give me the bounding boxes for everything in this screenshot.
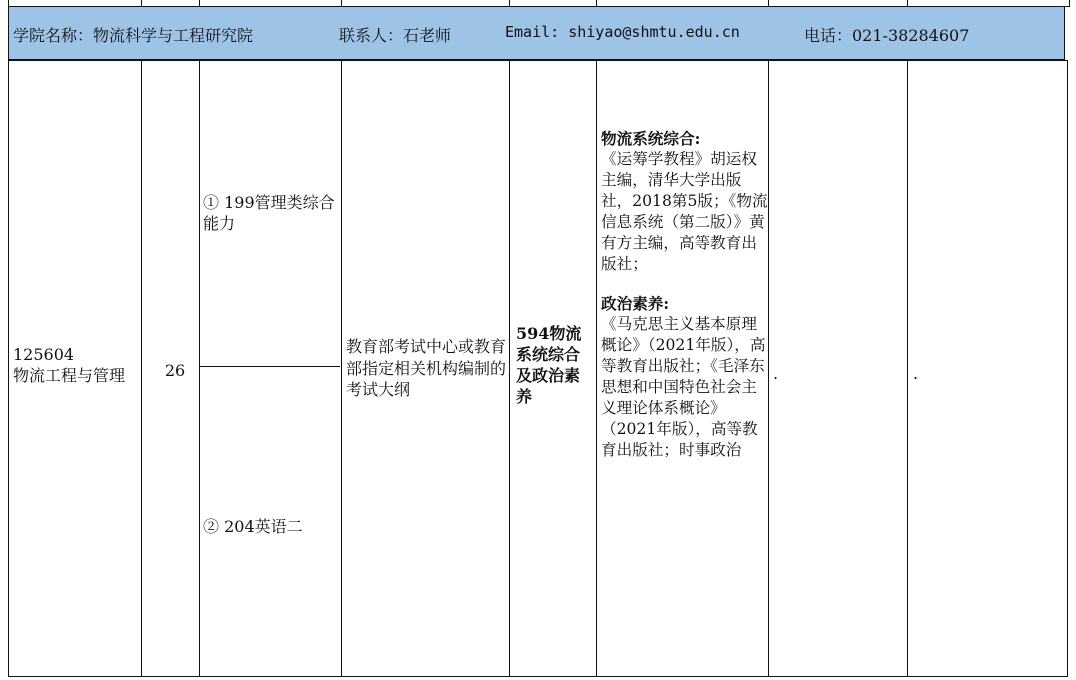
- reference-books: [601, 128, 769, 461]
- books-heading-politics: 政治素养:: [601, 294, 670, 313]
- books-list-logistics: 《运筹学教程》胡运权主编，清华大学出版社，2018第5版；《物流信息系统（第二版）》黄有方主编，高等教育出版社；: [601, 150, 768, 273]
- exam-subject-1: ① 199管理类综合能力: [203, 193, 335, 233]
- books-list-politics: 《马克思主义基本原理概论》（2021年版），高等教育出版社；《毛泽东思想和中国特色社会主义理论体系概论》（2021年版），高等教育出版社；时事政治: [601, 315, 766, 459]
- program-table: [8, 60, 1068, 677]
- column-divider: [596, 61, 597, 676]
- contact-person: 联系人：石老师: [339, 26, 452, 45]
- retest-subject-cell: .: [773, 364, 779, 383]
- column-divider: [509, 61, 510, 676]
- contact-email: Email: shiyao@shmtu.edu.cn: [505, 23, 740, 41]
- subject-row-divider: [199, 366, 340, 367]
- exam-scope: 教育部考试中心或教育部指定相关机构编制的考试大纲: [346, 337, 507, 399]
- remarks-cell: .: [913, 364, 919, 383]
- contact-phone: 电话：021-38284607: [804, 26, 970, 45]
- major-code: 125604: [13, 345, 75, 364]
- enrollment-count: 26: [164, 361, 186, 380]
- column-divider: [341, 61, 342, 676]
- spacer: [601, 275, 769, 293]
- major-code-and-name: [13, 344, 143, 386]
- books-heading-logistics: 物流系统综合:: [601, 129, 701, 148]
- major-name: 物流工程与管理: [13, 366, 126, 385]
- college-header-bar: [8, 6, 1065, 60]
- college-name: 学院名称：物流科学与工程研究院: [13, 26, 254, 45]
- column-divider: [907, 61, 908, 676]
- specialized-exam-subject: 594物流系统综合及政治素养: [516, 324, 582, 406]
- exam-subject-2: ② 204英语二: [203, 517, 303, 536]
